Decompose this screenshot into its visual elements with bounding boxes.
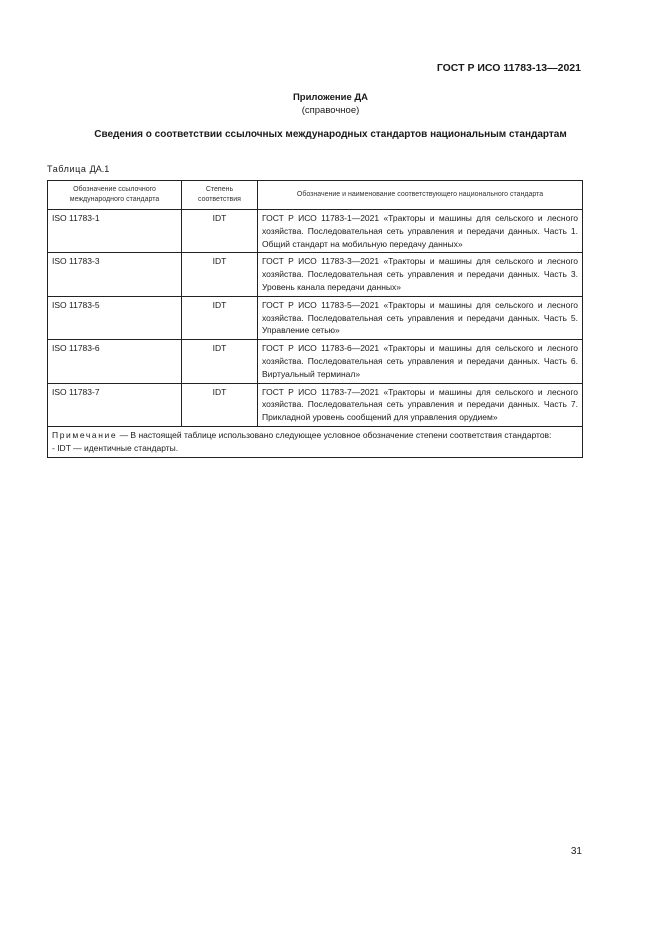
cell-iso: ISO 11783-3 <box>48 253 182 296</box>
correspondence-table <box>47 180 583 458</box>
header-iso: Обозначение ссылочного международного стандарта <box>48 181 182 210</box>
section-heading: Сведения о соответствии ссылочных международных стандартов национальным стандартам <box>94 129 567 140</box>
table-note <box>48 426 583 457</box>
table-row <box>48 296 583 339</box>
cell-national: ГОСТ Р ИСО 11783-6—2021 «Тракторы и машины для сельского и лесного хозяйства. Последовательная сеть управления и передачи данных. Часть 6. Виртуальный терминал» <box>258 340 583 383</box>
cell-iso: ISO 11783-7 <box>48 383 182 426</box>
document-code: ГОСТ Р ИСО 11783-13—2021 <box>436 62 581 74</box>
table-row <box>48 253 583 296</box>
header-degree: Степень соответствия <box>182 181 258 210</box>
note-item: - IDT — идентичные стандарты. <box>52 442 179 453</box>
cell-national: ГОСТ Р ИСО 11783-3—2021 «Тракторы и машины для сельского и лесного хозяйства. Последовательная сеть управления и передачи данных. Часть 3. Уровень канала передачи данных» <box>258 253 583 296</box>
cell-iso: ISO 11783-5 <box>48 296 182 339</box>
cell-national: ГОСТ Р ИСО 11783-5—2021 «Тракторы и машины для сельского и лесного хозяйства. Последовательная сеть управления и передачи данных. Часть 5. Управление сетью» <box>258 296 583 339</box>
cell-national: ГОСТ Р ИСО 11783-7—2021 «Тракторы и машины для сельского и лесного хозяйства. Последовательная сеть управления и передачи данных. Часть 7. Прикладной уровень сообщений для управления орудием» <box>258 383 583 426</box>
cell-degree: IDT <box>182 340 258 383</box>
appendix-subtitle: (справочное) <box>301 105 360 116</box>
cell-degree: IDT <box>182 296 258 339</box>
cell-iso: ISO 11783-6 <box>48 340 182 383</box>
table-row <box>48 210 583 253</box>
table-caption-label: Таблица <box>47 164 87 174</box>
table-row <box>48 340 583 383</box>
cell-degree: IDT <box>182 210 258 253</box>
page-number: 31 <box>570 846 582 857</box>
note-label: Примечание <box>52 429 118 440</box>
cell-iso: ISO 11783-1 <box>48 210 182 253</box>
table-header-row <box>48 181 583 210</box>
appendix-title-text: Приложение ДА <box>292 92 369 103</box>
table-note-row <box>48 426 583 457</box>
header-national: Обозначение и наименование соответствующего национального стандарта <box>258 181 583 210</box>
table-caption-number: ДА.1 <box>89 164 110 174</box>
appendix-title <box>0 91 661 117</box>
cell-national: ГОСТ Р ИСО 11783-1—2021 «Тракторы и машины для сельского и лесного хозяйства. Последовательная сеть управления и передачи данных. Часть 1. Общий стандарт на мобильную передачу данных» <box>258 210 583 253</box>
table-caption <box>47 164 109 174</box>
cell-degree: IDT <box>182 383 258 426</box>
table-row <box>48 383 583 426</box>
note-text: — В настоящей таблице использовано следующее условное обозначение степени соответствия стандартов: <box>117 429 552 440</box>
cell-degree: IDT <box>182 253 258 296</box>
